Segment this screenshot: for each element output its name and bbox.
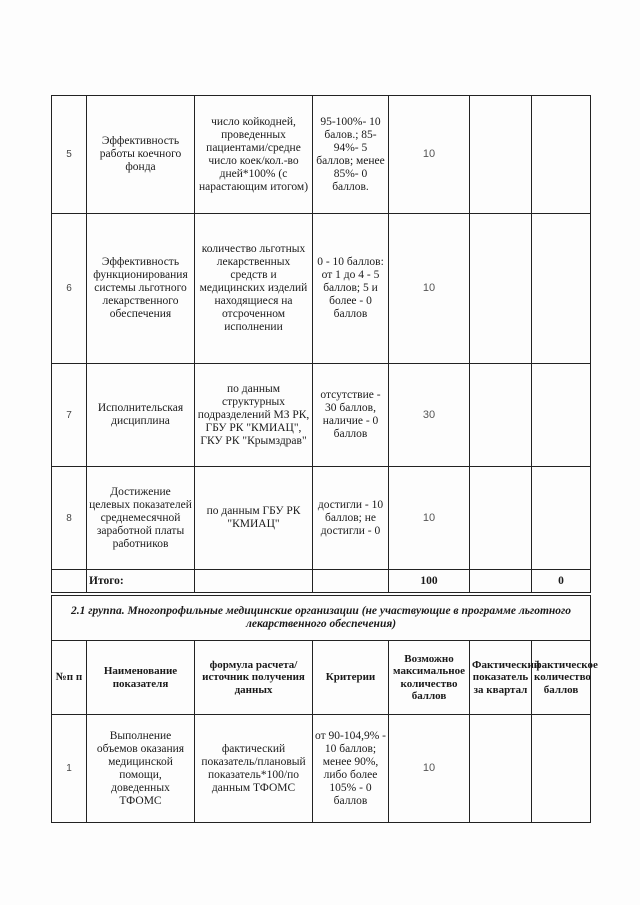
header-max-score: Возможно максимальное количество баллов (389, 641, 470, 715)
table-row (52, 715, 591, 823)
indicator-formula: фактический показатель/плановый показатель*100/по данным ТФОМС (195, 715, 313, 823)
indicator-formula: количество льготных лекарственных средств и медицинских изделий находящиеся на отсроченном исполнении (195, 214, 313, 364)
total-row (52, 570, 591, 593)
indicator-criteria: 95-100%- 10 балов.; 85-94%- 5 баллов; менее 85%- 0 баллов. (313, 96, 389, 214)
indicator-name: Эффективность функционирования системы льготного лекарственного обеспечения (87, 214, 195, 364)
indicator-name: Исполнительская дисциплина (87, 364, 195, 467)
table-row (52, 214, 591, 364)
row-number: 7 (52, 364, 87, 467)
group-title: 2.1 группа. Многопрофильные медицинские организации (не участвующие в программе льготного лекарственного обеспечения) (52, 596, 591, 641)
header-fact-score: фактическое количество баллов (532, 641, 591, 715)
fact-indicator (470, 214, 532, 364)
indicators-table-continued (51, 95, 591, 593)
fact-score (532, 96, 591, 214)
fact-score (532, 715, 591, 823)
header-criteria: Критерии (313, 641, 389, 715)
indicator-name: Выполнение объемов оказания медицинской помощи, доведенных ТФОМС (87, 715, 195, 823)
max-score: 30 (389, 364, 470, 467)
total-label: Итого: (87, 570, 195, 593)
max-score: 10 (389, 467, 470, 570)
indicator-formula: число койкодней, проведенных пациентами/средне число коек/кол.-во дней*100% (с нарастающим итогом) (195, 96, 313, 214)
fact-indicator (470, 715, 532, 823)
indicator-criteria: от 90-104,9% - 10 баллов; менее 90%, либо более 105% - 0 баллов (313, 715, 389, 823)
indicator-criteria: достигли - 10 баллов; не достигли - 0 (313, 467, 389, 570)
total-fact-score: 0 (532, 570, 591, 593)
total-blank (313, 570, 389, 593)
max-score: 10 (389, 214, 470, 364)
indicator-criteria: 0 - 10 баллов: от 1 до 4 - 5 баллов; 5 и более - 0 баллов (313, 214, 389, 364)
row-number: 6 (52, 214, 87, 364)
group-title-row (52, 596, 591, 641)
total-blank (52, 570, 87, 593)
group-indicators-table (51, 595, 598, 823)
max-score: 10 (389, 715, 470, 823)
row-number: 1 (52, 715, 87, 823)
table-header-row (52, 641, 591, 715)
fact-score (532, 214, 591, 364)
header-fact-indicator: Фактический показатель за квартал (470, 641, 532, 715)
fact-indicator (470, 96, 532, 214)
total-blank (195, 570, 313, 593)
header-num: №п п (52, 641, 87, 715)
header-formula: формула расчета/источник получения данных (195, 641, 313, 715)
header-name: Наименование показателя (87, 641, 195, 715)
total-max-score: 100 (389, 570, 470, 593)
fact-score (532, 364, 591, 467)
fact-indicator (470, 467, 532, 570)
row-number: 8 (52, 467, 87, 570)
table-row (52, 467, 591, 570)
max-score: 10 (389, 96, 470, 214)
indicator-formula: по данным структурных подразделений МЗ РК, ГБУ РК "КМИАЦ", ГКУ РК "Крымздрав" (195, 364, 313, 467)
row-number: 5 (52, 96, 87, 214)
table-row (52, 364, 591, 467)
indicator-formula: по данным ГБУ РК "КМИАЦ" (195, 467, 313, 570)
table-row (52, 96, 591, 214)
indicator-name: Эффективность работы коечного фонда (87, 96, 195, 214)
fact-indicator (470, 364, 532, 467)
indicator-name: Достижение целевых показателей среднемесячной заработной платы работников (87, 467, 195, 570)
indicator-criteria: отсутствие - 30 баллов, наличие - 0 баллов (313, 364, 389, 467)
fact-score (532, 467, 591, 570)
total-blank (470, 570, 532, 593)
